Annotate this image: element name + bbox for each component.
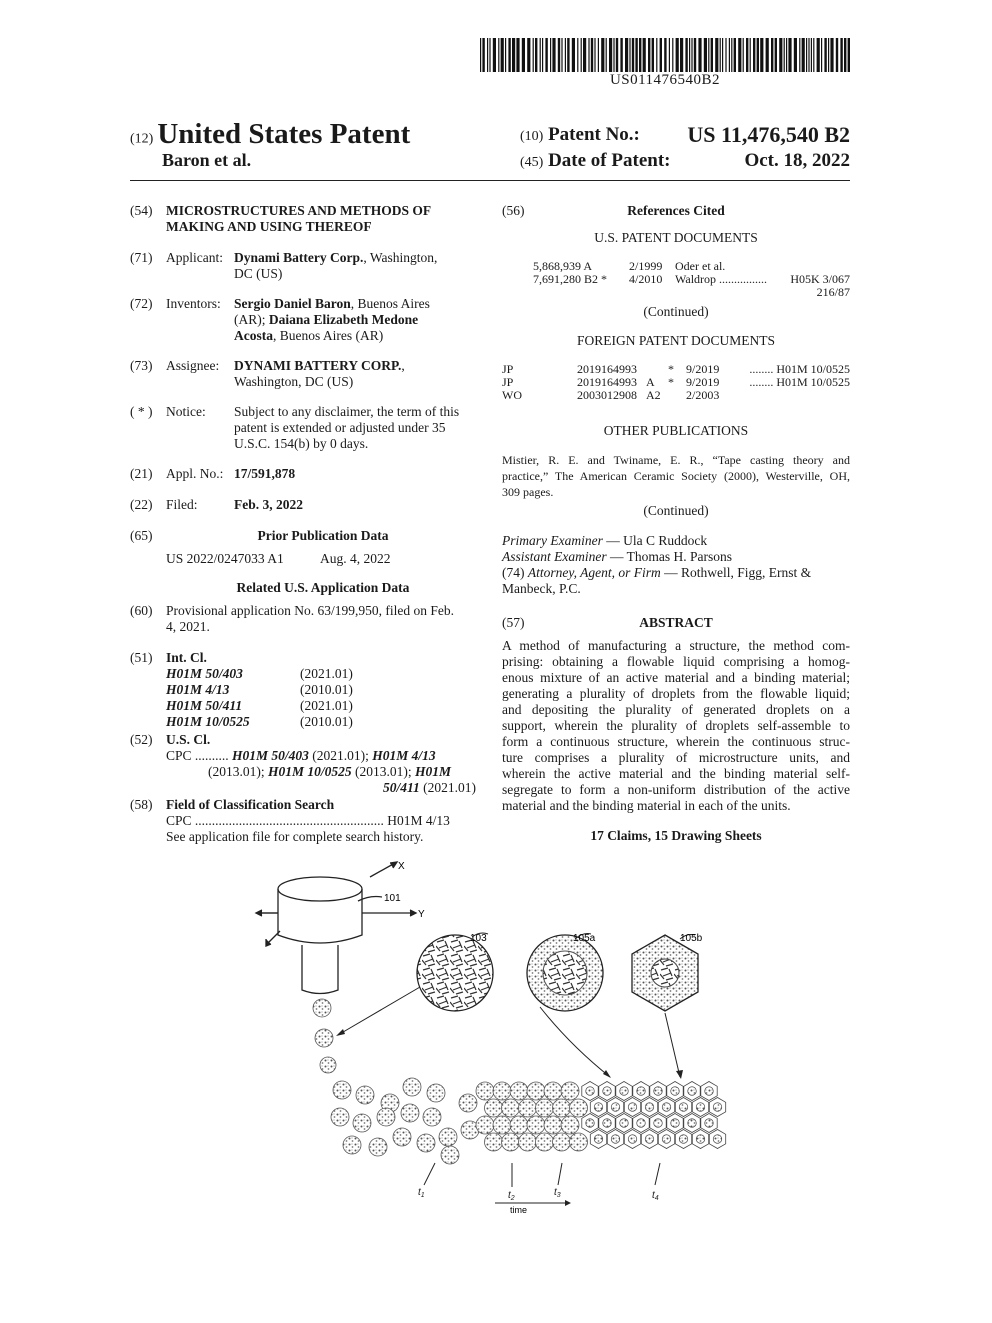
barcode-bar bbox=[720, 38, 721, 72]
barcode-bar bbox=[632, 38, 634, 72]
barcode-bar bbox=[581, 38, 582, 72]
field-52: (52) U.S. Cl. CPC .......... H01M 50/403 (2021.01); H01M 4/13 (2013.01); H01M 10/0525 (2013.01); H01M 50/411 (2021.01) bbox=[130, 732, 476, 795]
packed-droplet bbox=[476, 1082, 494, 1100]
filed-date: Feb. 3, 2022 bbox=[234, 497, 303, 512]
hex-unit-core bbox=[713, 1103, 722, 1112]
packed-droplet bbox=[570, 1133, 588, 1151]
packed-droplet bbox=[485, 1099, 503, 1117]
hex-unit-core bbox=[628, 1103, 637, 1112]
barcode-bar bbox=[535, 38, 537, 72]
barcode-bar bbox=[552, 38, 555, 72]
barcode-bar bbox=[583, 38, 586, 72]
field-56: (56) References Cited bbox=[502, 203, 725, 218]
barcode-bar bbox=[540, 38, 541, 72]
barcode-bar bbox=[620, 38, 622, 72]
barcode-bar bbox=[836, 38, 838, 72]
header-divider bbox=[130, 180, 850, 181]
packed-droplet bbox=[561, 1082, 579, 1100]
barcode-bar bbox=[694, 38, 696, 72]
barcode-bar bbox=[629, 38, 630, 72]
x-axis-label: X bbox=[398, 861, 405, 872]
hex-unit-core bbox=[594, 1135, 603, 1144]
barcode-bar bbox=[779, 38, 782, 72]
hex-unit-core bbox=[662, 1135, 671, 1144]
droplet-film bbox=[331, 1078, 726, 1164]
barcode-bar bbox=[731, 38, 732, 72]
packed-droplet bbox=[502, 1133, 520, 1151]
barcode-bar bbox=[689, 38, 690, 72]
hex-unit-core bbox=[620, 1119, 629, 1128]
detail-103 bbox=[336, 933, 493, 1036]
field-72: (72) Inventors: Sergio Daniel Baron, Buenos Aires (AR); Daiana Elizabeth Medone Acosta, Buenos Aires (AR) bbox=[130, 296, 430, 343]
barcode-bar bbox=[567, 38, 569, 72]
field-51: (51) Int. Cl. H01M 50/403 (2021.01) H01M 4/13 (2010.01) H01M 50/411 (2021.01) H01M 10/0525 (2010.01) bbox=[130, 650, 353, 729]
barcode-bar bbox=[561, 38, 562, 72]
hex-unit-core bbox=[594, 1103, 603, 1112]
droplet bbox=[441, 1146, 459, 1164]
hex-unit-core bbox=[603, 1119, 612, 1128]
barcode-bar bbox=[840, 38, 842, 72]
ref-101: 101 bbox=[384, 893, 401, 904]
hex-unit-core bbox=[679, 1103, 688, 1112]
droplet bbox=[356, 1086, 374, 1104]
barcode-bar bbox=[746, 38, 748, 72]
barcode-bar bbox=[757, 38, 759, 72]
nozzle bbox=[256, 862, 416, 994]
barcode-bar bbox=[676, 38, 679, 72]
patent-number: US 11,476,540 B2 bbox=[687, 122, 850, 147]
barcode-bar bbox=[830, 38, 833, 72]
barcode-bar bbox=[760, 38, 763, 72]
packed-droplet bbox=[476, 1116, 494, 1134]
barcode-bar bbox=[794, 38, 797, 72]
hex-unit-core bbox=[654, 1119, 663, 1128]
barcode-bar bbox=[828, 38, 829, 72]
title: MICROSTRUCTURES AND METHODS OF MAKING AND USING THEREOF bbox=[166, 203, 432, 234]
barcode-bar bbox=[598, 38, 599, 72]
barcode-bar bbox=[775, 38, 777, 72]
packed-droplet bbox=[553, 1133, 571, 1151]
barcode-bar bbox=[498, 38, 499, 72]
droplet bbox=[403, 1078, 421, 1096]
t2-label: $t_2$ bbox=[508, 1190, 515, 1202]
barcode-bar bbox=[844, 38, 846, 72]
barcode-bar bbox=[501, 38, 504, 72]
hex-unit-core bbox=[620, 1087, 629, 1096]
barcode-bar bbox=[487, 38, 488, 72]
packed-droplet bbox=[570, 1099, 588, 1117]
barcode-bar bbox=[588, 38, 589, 72]
packed-droplet bbox=[502, 1099, 520, 1117]
packed-droplet bbox=[553, 1099, 571, 1117]
droplet bbox=[439, 1128, 457, 1146]
examiners: Primary Examiner — Ula C Ruddock Assistant Examiner — Thomas H. Parsons (74) Attorney, Agent, or Firm — Rothwell, Figg, Ernst & Manbeck, P.C. bbox=[502, 533, 850, 597]
barcode-bar bbox=[715, 38, 718, 72]
barcode-bar bbox=[480, 38, 481, 72]
ref-105a: 105a bbox=[573, 933, 596, 944]
barcode-bar bbox=[771, 38, 773, 72]
packed-droplet bbox=[527, 1116, 545, 1134]
barcode-number: US011476540B2 bbox=[609, 72, 721, 88]
barcode-bar bbox=[817, 38, 820, 72]
ipc-row: H01M 4/13 (2010.01) bbox=[166, 682, 353, 697]
barcode-bar bbox=[533, 38, 534, 72]
packed-droplet bbox=[527, 1082, 545, 1100]
barcode-bar bbox=[808, 38, 809, 72]
other-pub-heading: OTHER PUBLICATIONS bbox=[603, 423, 749, 438]
patent-number-label: Patent No.: bbox=[548, 124, 640, 145]
hex-unit-core bbox=[688, 1087, 697, 1096]
packed-droplet bbox=[561, 1116, 579, 1134]
hex-unit-core bbox=[628, 1135, 637, 1144]
time-arrow bbox=[495, 1200, 571, 1215]
packed-droplet bbox=[493, 1082, 511, 1100]
droplet bbox=[333, 1081, 351, 1099]
barcode-bar bbox=[545, 38, 547, 72]
barcode-bar bbox=[652, 38, 654, 72]
barcode-bar bbox=[572, 38, 575, 72]
barcode-bar bbox=[848, 38, 850, 72]
droplet bbox=[427, 1084, 445, 1102]
barcode-bar bbox=[664, 38, 666, 72]
detail-105a bbox=[527, 933, 611, 1078]
field-54: (54) MICROSTRUCTURES AND METHODS OF MAKING AND USING THEREOF bbox=[130, 203, 480, 235]
barcode-bar bbox=[542, 38, 543, 72]
barcode-bar bbox=[639, 38, 641, 72]
falling-droplets bbox=[313, 999, 336, 1073]
barcode-bar bbox=[635, 38, 637, 72]
us-docs-heading: U.S. PATENT DOCUMENTS bbox=[594, 230, 758, 245]
packed-droplet bbox=[519, 1133, 537, 1151]
detail-105b bbox=[632, 933, 703, 1079]
foreign-docs-heading: FOREIGN PATENT DOCUMENTS bbox=[576, 333, 776, 348]
continued-1: (Continued) bbox=[643, 304, 709, 319]
notice: ( * ) Notice: Subject to any disclaimer, the term of this patent is extended or adjusted under 35 U.S.C. 154(b) by 0 days. bbox=[130, 404, 460, 451]
field-58: (58) Field of Classification Search CPC ........................................................ H01M 4/13 See application file for complete search history. bbox=[130, 797, 450, 844]
hex-unit-core bbox=[654, 1087, 663, 1096]
packed-droplet bbox=[519, 1099, 537, 1117]
attorney: (74) Attorney, Agent, or Firm — Rothwell, Figg, Ernst & bbox=[502, 565, 812, 580]
barcode-bar bbox=[522, 38, 525, 72]
barcode-bar bbox=[784, 38, 785, 72]
barcode-bar bbox=[824, 38, 826, 72]
ipc-row: H01M 50/403 (2021.01) bbox=[166, 666, 353, 681]
hex-unit-core bbox=[586, 1087, 595, 1096]
field-65: (65) Prior Publication Data US 2022/0247033 A1 Aug. 4, 2022 bbox=[130, 528, 391, 566]
hex-unit-core bbox=[662, 1103, 671, 1112]
hex-unit-core bbox=[586, 1119, 595, 1128]
hex-unit-core bbox=[713, 1135, 722, 1144]
barcode-bar bbox=[660, 38, 662, 72]
droplet bbox=[459, 1094, 477, 1112]
assistant-examiner: Assistant Examiner — Thomas H. Parsons bbox=[502, 549, 733, 564]
barcode-bar bbox=[613, 38, 614, 72]
patent-date-row: (45) Date of Patent: Oct. 18, 2022 bbox=[520, 150, 850, 171]
barcode-bar bbox=[680, 38, 683, 72]
droplet bbox=[369, 1138, 387, 1156]
droplet bbox=[377, 1108, 395, 1126]
barcode-bar bbox=[753, 38, 755, 72]
barcode-bar bbox=[704, 38, 707, 72]
barcode-bar bbox=[527, 38, 530, 72]
hex-unit-core bbox=[671, 1087, 680, 1096]
barcode-bar bbox=[493, 38, 496, 72]
hex-unit-core bbox=[611, 1103, 620, 1112]
hex-unit-core bbox=[671, 1119, 680, 1128]
related-heading: Related U.S. Application Data bbox=[236, 580, 410, 595]
ref-103: 103 bbox=[470, 933, 487, 944]
packed-droplet bbox=[493, 1116, 511, 1134]
packed-droplet bbox=[510, 1082, 528, 1100]
ipc-row: H01M 50/411 (2021.01) bbox=[166, 698, 353, 713]
hex-unit-core bbox=[688, 1119, 697, 1128]
barcode-bar bbox=[505, 38, 506, 72]
claims-summary: 17 Claims, 15 Drawing Sheets bbox=[590, 828, 762, 843]
applicant-name: Dynami Battery Corp. bbox=[234, 250, 364, 265]
barcode-bar bbox=[550, 38, 551, 72]
packed-droplet bbox=[510, 1116, 528, 1134]
us-doc-row: 7,691,280 B2 * 4/2010 Waldrop ................ H05K 3/067 bbox=[533, 272, 850, 286]
barcode-bar bbox=[616, 38, 618, 72]
barcode-bar bbox=[648, 38, 650, 72]
barcode-bar bbox=[606, 38, 607, 72]
hex-unit-core bbox=[645, 1135, 654, 1144]
barcode-bar bbox=[806, 38, 807, 72]
field-60: (60) Provisional application No. 63/199,950, filed on Feb. 4, 2021. bbox=[130, 603, 454, 634]
barcode-bar bbox=[708, 38, 709, 72]
droplet bbox=[343, 1136, 361, 1154]
barcode-bar bbox=[489, 38, 490, 72]
barcode-bar bbox=[512, 38, 515, 72]
packed-droplet bbox=[536, 1099, 554, 1117]
barcode-bar bbox=[482, 38, 484, 72]
patent-date-label: Date of Patent: bbox=[548, 150, 671, 171]
hex-unit-core bbox=[645, 1103, 654, 1112]
barcode-bar bbox=[516, 38, 519, 72]
barcode-bar bbox=[594, 38, 595, 72]
packed-droplet bbox=[485, 1133, 503, 1151]
foreign-doc-row: JP 2019164993 * 9/2019 ........ H01M 10/0525 bbox=[502, 362, 850, 376]
barcode-bar bbox=[558, 38, 560, 72]
representative-drawing bbox=[240, 855, 740, 1225]
foreign-docs-list bbox=[502, 362, 850, 401]
barcode-bar bbox=[729, 38, 730, 72]
hex-unit-core bbox=[679, 1135, 688, 1144]
packed-droplet bbox=[544, 1116, 562, 1134]
application-number: 17/591,878 bbox=[234, 466, 296, 481]
field-73: (73) Assignee: DYNAMI BATTERY CORP., Washington, DC (US) bbox=[130, 358, 405, 389]
hex-unit-core bbox=[637, 1119, 646, 1128]
packed-droplet bbox=[544, 1082, 562, 1100]
hex-unit-core bbox=[603, 1087, 612, 1096]
barcode-bar bbox=[591, 38, 593, 72]
barcode-bar bbox=[625, 38, 628, 72]
other-publications: Mistier, R. E. and Twiname, E. R., “Tape casting theory and practice,” The American Ceramic Society (2000), Westerville, OH, 309 pages. bbox=[502, 453, 850, 499]
hex-unit-core bbox=[705, 1119, 714, 1128]
hex-unit-core bbox=[637, 1087, 646, 1096]
us-doc-row: 5,868,939 A 2/1999 Oder et al. bbox=[533, 259, 726, 273]
foreign-doc-row: WO 2003012908 A2 2/2003 bbox=[502, 388, 720, 402]
continued-2: (Continued) bbox=[643, 503, 709, 518]
barcode-bar bbox=[643, 38, 646, 72]
inventor-line: Baron et al. bbox=[162, 150, 252, 170]
barcode-bar bbox=[508, 38, 510, 72]
t4-label: $t_4$ bbox=[652, 1190, 659, 1202]
barcode-bar bbox=[766, 38, 769, 72]
patent-date: Oct. 18, 2022 bbox=[744, 150, 850, 171]
droplet bbox=[393, 1128, 411, 1146]
patent-number-row: (10) Patent No.: US 11,476,540 B2 bbox=[520, 122, 850, 147]
barcode-bar bbox=[750, 38, 751, 72]
barcode-bar bbox=[811, 38, 812, 72]
barcode bbox=[480, 38, 850, 72]
barcode-bar bbox=[738, 38, 741, 72]
barcode-bar bbox=[734, 38, 736, 72]
barcode-bar bbox=[722, 38, 723, 72]
barcode-bar bbox=[786, 38, 787, 72]
barcode-bar bbox=[656, 38, 657, 72]
field-71: (71) Applicant: Dynami Battery Corp., Washington, DC (US) bbox=[130, 250, 438, 281]
barcode-bar bbox=[788, 38, 791, 72]
ipc-table bbox=[166, 666, 353, 730]
barcode-bar bbox=[725, 38, 726, 72]
barcode-bar bbox=[691, 38, 692, 72]
hex-unit-core bbox=[696, 1135, 705, 1144]
document-type: (12) United States Patent bbox=[130, 118, 411, 150]
barcode-bar bbox=[698, 38, 701, 72]
droplet bbox=[417, 1134, 435, 1152]
barcode-bar bbox=[743, 38, 744, 72]
barcode-bar bbox=[669, 38, 670, 72]
droplet bbox=[423, 1108, 441, 1126]
barcode-bar bbox=[565, 38, 566, 72]
hex-unit-core bbox=[696, 1103, 705, 1112]
barcode-bar bbox=[799, 38, 800, 72]
droplet bbox=[331, 1108, 349, 1126]
hex-unit-core bbox=[705, 1087, 714, 1096]
droplet bbox=[401, 1104, 419, 1122]
abstract-header: (57) ABSTRACT bbox=[502, 615, 713, 630]
barcode-bar bbox=[685, 38, 687, 72]
barcode-bar bbox=[577, 38, 578, 72]
barcode-bar bbox=[821, 38, 822, 72]
ref-105b: 105b bbox=[680, 933, 703, 944]
time-label: time bbox=[510, 1205, 528, 1215]
droplet bbox=[353, 1114, 371, 1132]
foreign-doc-row: JP 2019164993 A * 9/2019 ........ H01M 10/0525 bbox=[502, 375, 850, 389]
barcode-bar bbox=[711, 38, 713, 72]
barcode-bar bbox=[802, 38, 805, 72]
packed-droplet bbox=[536, 1133, 554, 1151]
t1-label: $t_1$ bbox=[418, 1187, 425, 1199]
barcode-bar bbox=[672, 38, 673, 72]
primary-examiner: Primary Examiner — Ula C Ruddock bbox=[502, 533, 708, 548]
barcode-bar bbox=[609, 38, 612, 72]
t3-label: $t_3$ bbox=[554, 1187, 561, 1199]
y-axis-label: Y bbox=[418, 909, 425, 920]
us-docs-list: 5,868,939 A 2/1999 Oder et al. 7,691,280 B2 * 4/2010 Waldrop ................ H05K 3/067 216/87 bbox=[533, 259, 850, 299]
ipc-row: H01M 10/0525 (2010.01) bbox=[166, 714, 353, 729]
hex-unit-core bbox=[611, 1135, 620, 1144]
barcode-bar bbox=[813, 38, 814, 72]
abstract: A method of manufacturing a structure, the method com- prising: obtaining a flowable liquid comprising a homog- enous mixture of an active material and a binding material; generating a plurality of droplets from the flowable liquid; and depositing the plurality of generated droplets on a support, wherein the plurality of droplets self-assemble to form a continuous structure, wherein the continuous struc- ture comprises a plurality of microstructure units, and wherein the active material and the binding material self- segregate to form a non-uniform distribution of the active material and the binding material in each of the units. bbox=[502, 638, 850, 813]
barcode-bar bbox=[601, 38, 604, 72]
